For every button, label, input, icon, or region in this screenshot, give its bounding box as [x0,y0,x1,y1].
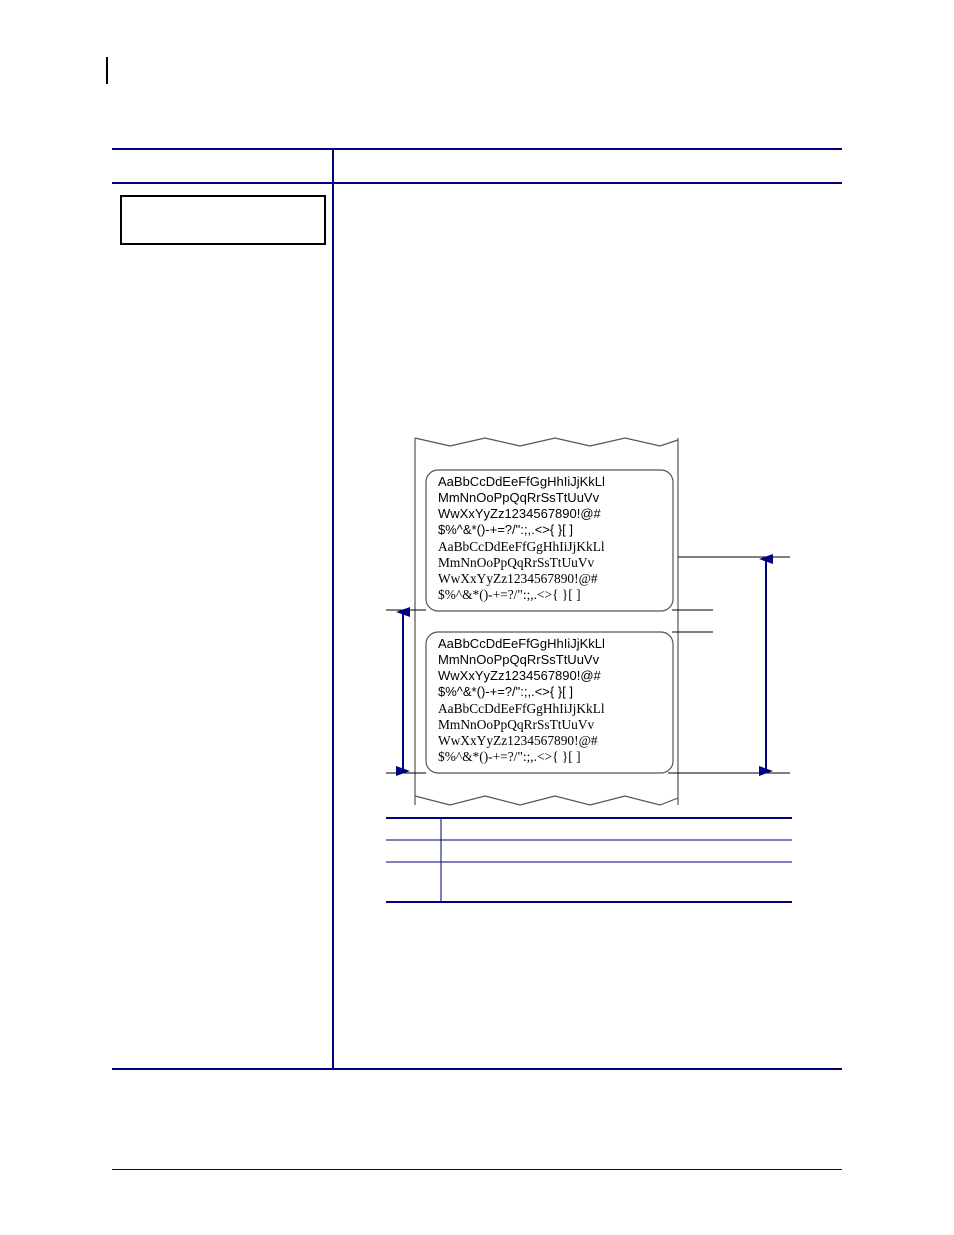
label-1-line-5: AaBbCcDdEeFfGgHhIiJjKkLl [438,539,605,554]
table-header-rule [112,182,842,184]
change-bar [106,57,108,84]
label-2-line-7: WwXxYyZz1234567890!@# [438,733,598,748]
label-2-line-1: AaBbCcDdEeFfGgHhIiJjKkLl [438,636,605,651]
label-1-line-3: WwXxYyZz1234567890!@# [438,506,601,521]
label-2-line-6: MmNnOoPpQqRrSsTtUuVv [438,717,595,732]
lcd-display-box [120,195,326,245]
label-2-line-2: MmNnOoPpQqRrSsTtUuVv [438,652,600,667]
table-column-divider [332,148,334,1070]
label-1-line-1: AaBbCcDdEeFfGgHhIiJjKkLl [438,474,605,489]
label-1-line-7: WwXxYyZz1234567890!@# [438,571,598,586]
label-2-line-8: $%^&*()-+=?/":;,.<>{ }[ ] [438,749,581,764]
table-bottom-rule [112,1068,842,1070]
label-2-line-4: $%^&*()-+=?/":;,.<>{ }[ ] [438,684,574,699]
label-1-line-8: $%^&*()-+=?/":;,.<>{ }[ ] [438,587,581,602]
label-2-line-5: AaBbCcDdEeFfGgHhIiJjKkLl [438,701,605,716]
label-1-line-4: $%^&*()-+=?/":;,.<>{ }[ ] [438,522,574,537]
label-gap-diagram [350,430,810,910]
table-top-rule [112,148,842,150]
label-2-line-3: WwXxYyZz1234567890!@# [438,668,601,683]
label-1-line-2: MmNnOoPpQqRrSsTtUuVv [438,490,600,505]
lcd-display-text [122,197,324,221]
footer-rule [112,1169,842,1170]
label-1-line-6: MmNnOoPpQqRrSsTtUuVv [438,555,595,570]
